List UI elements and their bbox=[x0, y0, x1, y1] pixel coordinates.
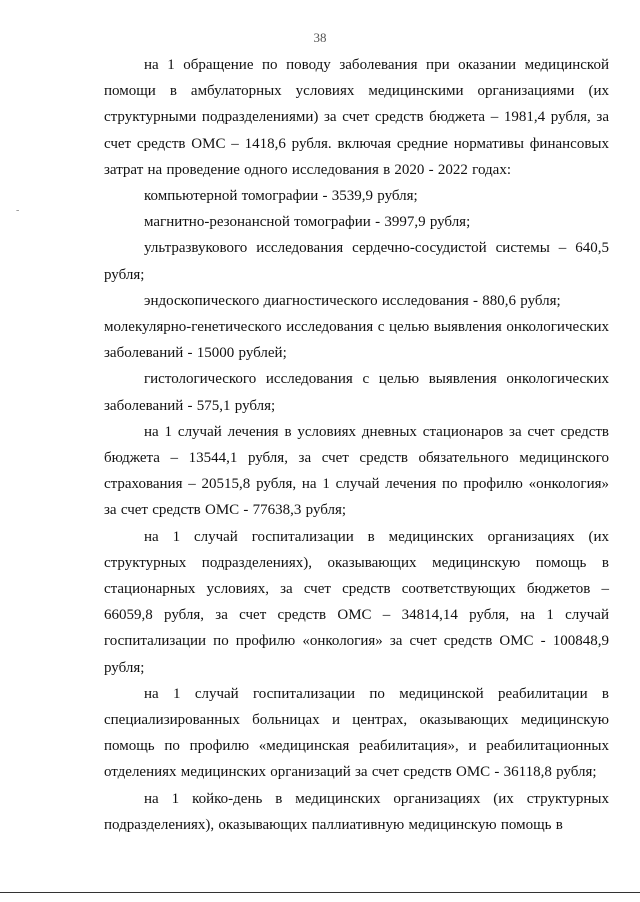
paragraph-palliative: на 1 койко-день в медицинских организациях (их структурных подразделениях), оказывающих паллиативную медицинскую помощь в bbox=[104, 790, 609, 833]
paragraph-histology: гистологического исследования с целью выявления онкологических заболеваний - 575,1 рубля; bbox=[104, 371, 609, 414]
page-number: 38 bbox=[313, 30, 327, 45]
paragraph-ct: компьютерной томографии - 3539,9 рубля; bbox=[144, 188, 418, 205]
paragraph-day-hospital: на 1 случай лечения в условиях дневных стационаров за счет средств бюджета – 13544,1 рубля, за счет средств обязательного медицинского страхования – 20515,8 рубля, на 1 случай лечения по профилю «онкология» за счет средств ОМС - 77638,3 рубля; bbox=[104, 423, 609, 519]
paragraph-hospitalization: на 1 случай госпитализации в медицинских организациях (их структурных подразделениях), оказывающих медицинскую помощь в стационарных условиях, за счет средств соответствующих бюджетов – 66059,8 рубля, за счет средств ОМС – 34814,14 рубля, на 1 случай госпитализации по профилю «онкология» за счет средств ОМС - 100848,9 рубля; bbox=[104, 528, 609, 676]
document-body bbox=[104, 52, 609, 838]
paragraph-molecular-genetic: молекулярно-генетического исследования с целью выявления онкологических заболеваний - 15000 рублей; bbox=[104, 319, 609, 362]
paragraph-outpatient-visit: на 1 обращение по поводу заболевания при оказании медицинской помощи в амбулаторных условиях медицинскими организациями (их структурными подразделениями) за счет средств бюджета – 1981,4 рубля, за счет средств ОМС – 1418,6 рубля. включая средние нормативы финансовых затрат на проведение одного исследования в 2020 - 2022 годах: bbox=[104, 57, 609, 178]
paragraph-endoscopy: эндоскопического диагностического исследования - 880,6 рубля; bbox=[144, 292, 561, 309]
paragraph-mri: магнитно-резонансной томографии - 3997,9 рубля; bbox=[144, 214, 471, 231]
paragraph-ultrasound: ультразвукового исследования сердечно-сосудистой системы – 640,5 рубля; bbox=[104, 240, 609, 283]
margin-mark: - bbox=[16, 205, 20, 216]
paragraph-rehabilitation: на 1 случай госпитализации по медицинской реабилитации в специализированных больницах и центрах, оказывающих медицинскую помощь по профилю «медицинская реабилитация», и реабилитационных отделениях медицинских организаций за счет средств ОМС - 36118,8 рубля; bbox=[104, 685, 609, 781]
bottom-rule bbox=[0, 892, 640, 893]
